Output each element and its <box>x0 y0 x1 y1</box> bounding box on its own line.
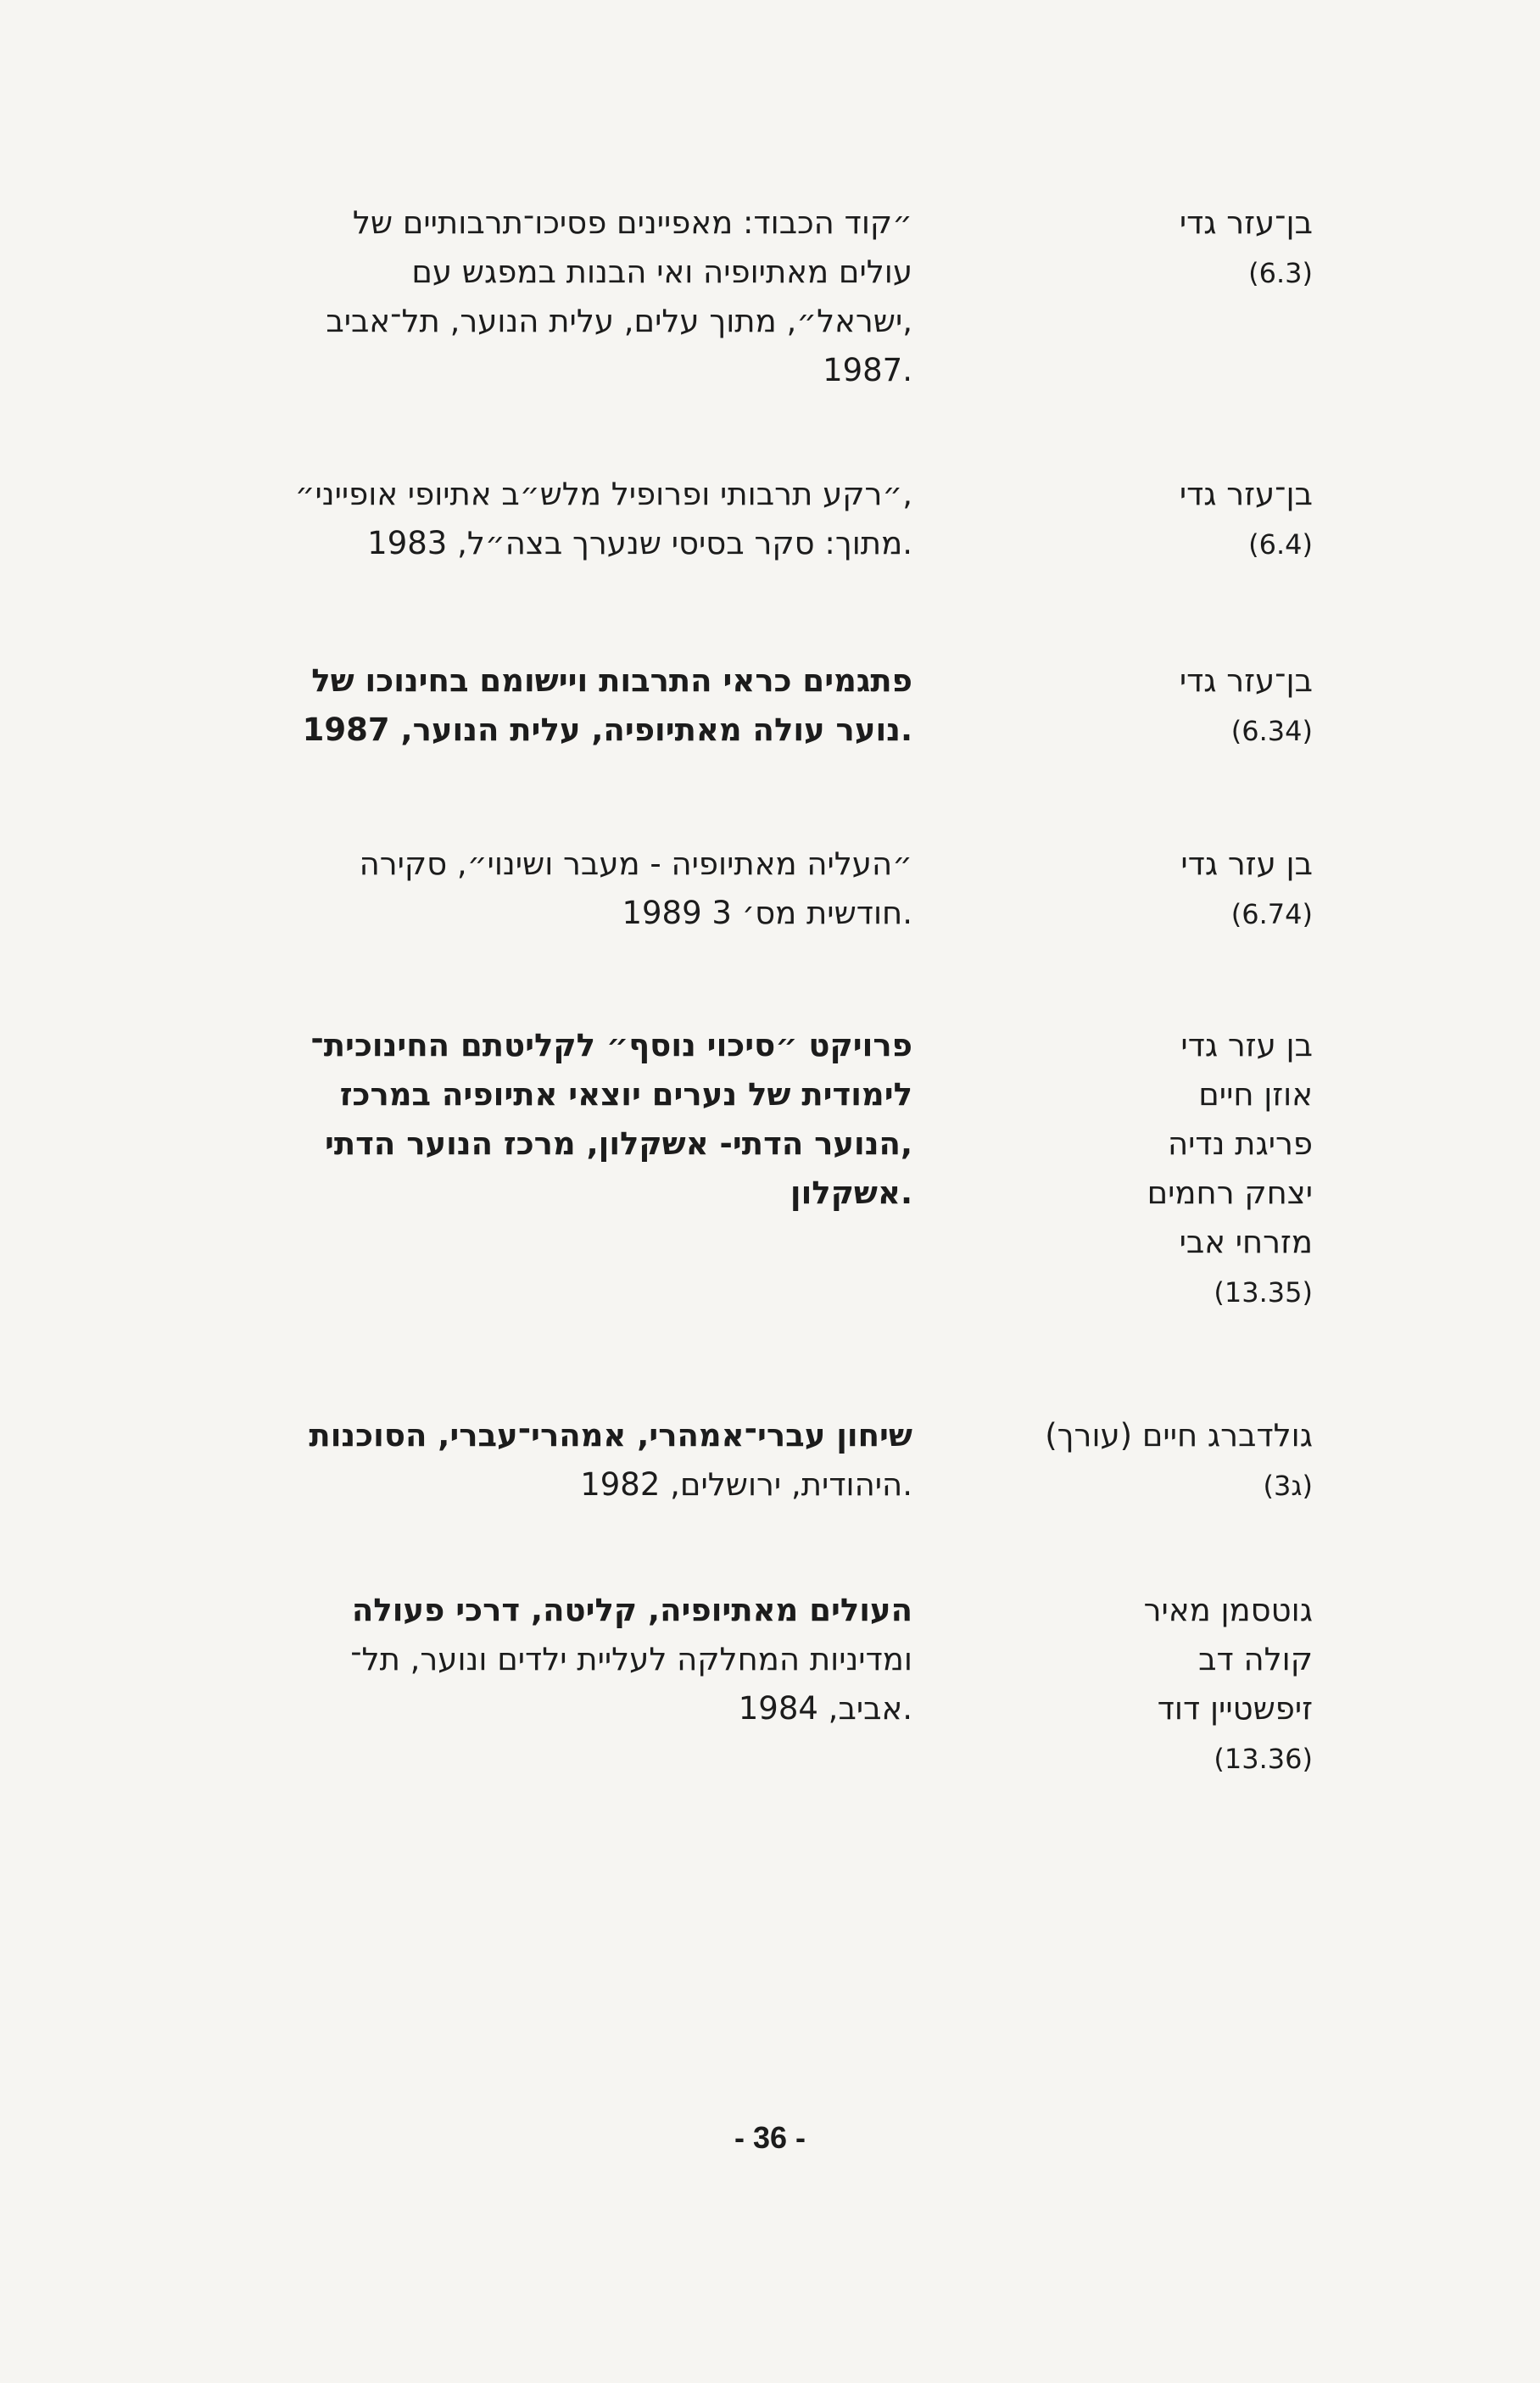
author-name: אוזן חיים <box>1198 1076 1313 1113</box>
author-name: בן־עזר גדי <box>1179 476 1313 512</box>
author-name: גוטסמן מאיר <box>1143 1592 1313 1628</box>
title-line: 1987. <box>823 352 912 388</box>
entry-title <box>285 1411 912 1510</box>
title-line: ישראל״, מתוך עלים, עלית הנוער, תל־אביב, <box>326 303 912 339</box>
title-line: לימודית של נערים יוצאי אתיופיה במרכז <box>339 1076 912 1113</box>
entry-title <box>285 470 912 568</box>
author-name: בן־עזר גדי <box>1179 204 1313 241</box>
title-line: העולים מאתיופיה, קליטה, דרכי פעולה <box>351 1592 912 1628</box>
title-line: שיחון עברי־אמהרי, אמהרי־עברי, הסוכנות <box>309 1417 912 1454</box>
title-line: פרויקט ״סיכוי נוסף״ לקליטתם החינוכית־ <box>310 1027 912 1063</box>
entry-authors <box>1007 840 1313 939</box>
title-line: עולים מאתיופיה ואי הבנות במפגש עם <box>411 254 912 290</box>
title-line: ״רקע תרבותי ופרופיל מלש״ב אתיופי אופייני״, <box>294 476 912 512</box>
title-line: אביב, 1984. <box>738 1690 912 1727</box>
title-line: פתגמים כראי התרבות ויישומם בחינוכו של <box>311 662 912 699</box>
author-name: קולה דב <box>1198 1641 1313 1677</box>
entry-title <box>285 840 912 938</box>
entry-authors <box>1007 656 1313 756</box>
title-line: מתוך: סקר בסיסי שנערך בצה״ל, 1983. <box>367 525 912 561</box>
author-name: זיפשטיין דוד <box>1157 1690 1313 1727</box>
entry-code: (13.36) <box>1214 1743 1313 1775</box>
entry-authors <box>1007 1021 1313 1317</box>
entry-code: (13.35) <box>1214 1276 1313 1309</box>
entry-authors <box>1007 1411 1313 1510</box>
entry-code: (6.34) <box>1230 715 1313 747</box>
title-line: היהודית, ירושלים, 1982. <box>580 1466 912 1503</box>
author-name: פריגת נדיה <box>1167 1125 1313 1162</box>
title-line: ״העליה מאתיופיה - מעבר ושינוי״, סקירה <box>359 845 912 882</box>
entry-authors <box>1007 198 1313 298</box>
author-name: גולדברג חיים (עורך) <box>1045 1417 1313 1454</box>
entry-code: (3ג) <box>1263 1470 1313 1502</box>
title-line: נוער עולה מאתיופיה, עלית הנוער, 1987. <box>302 712 912 748</box>
entry-authors <box>1007 470 1313 569</box>
author-name: בן עזר גדי <box>1180 845 1313 882</box>
author-name: בן־עזר גדי <box>1179 662 1313 699</box>
author-name: בן עזר גדי <box>1180 1027 1313 1063</box>
entry-title <box>285 198 912 395</box>
author-name: מזרחי אבי <box>1179 1224 1313 1260</box>
entry-authors <box>1007 1586 1313 1783</box>
entry-code: (6.4) <box>1248 528 1313 561</box>
author-name: יצחק רחמים <box>1147 1175 1313 1211</box>
entry-code: (6.3) <box>1248 257 1313 289</box>
entry-title <box>285 1586 912 1733</box>
title-line: אשקלון. <box>790 1175 912 1211</box>
entry-code: (6.74) <box>1230 898 1313 930</box>
title-line: ״קוד הכבוד: מאפיינים פסיכו־תרבותיים של <box>352 204 912 241</box>
entry-title <box>285 1021 912 1218</box>
title-line: חודשית מס׳ 3 1989. <box>622 895 912 931</box>
title-line: ומדיניות המחלקה לעליית ילדים ונוער, תל־ <box>350 1641 912 1677</box>
title-line: הנוער הדתי- אשקלון, מרכז הנוער הדתי, <box>324 1125 912 1162</box>
page-number: - 36 - <box>734 2120 806 2155</box>
entry-title <box>285 656 912 755</box>
